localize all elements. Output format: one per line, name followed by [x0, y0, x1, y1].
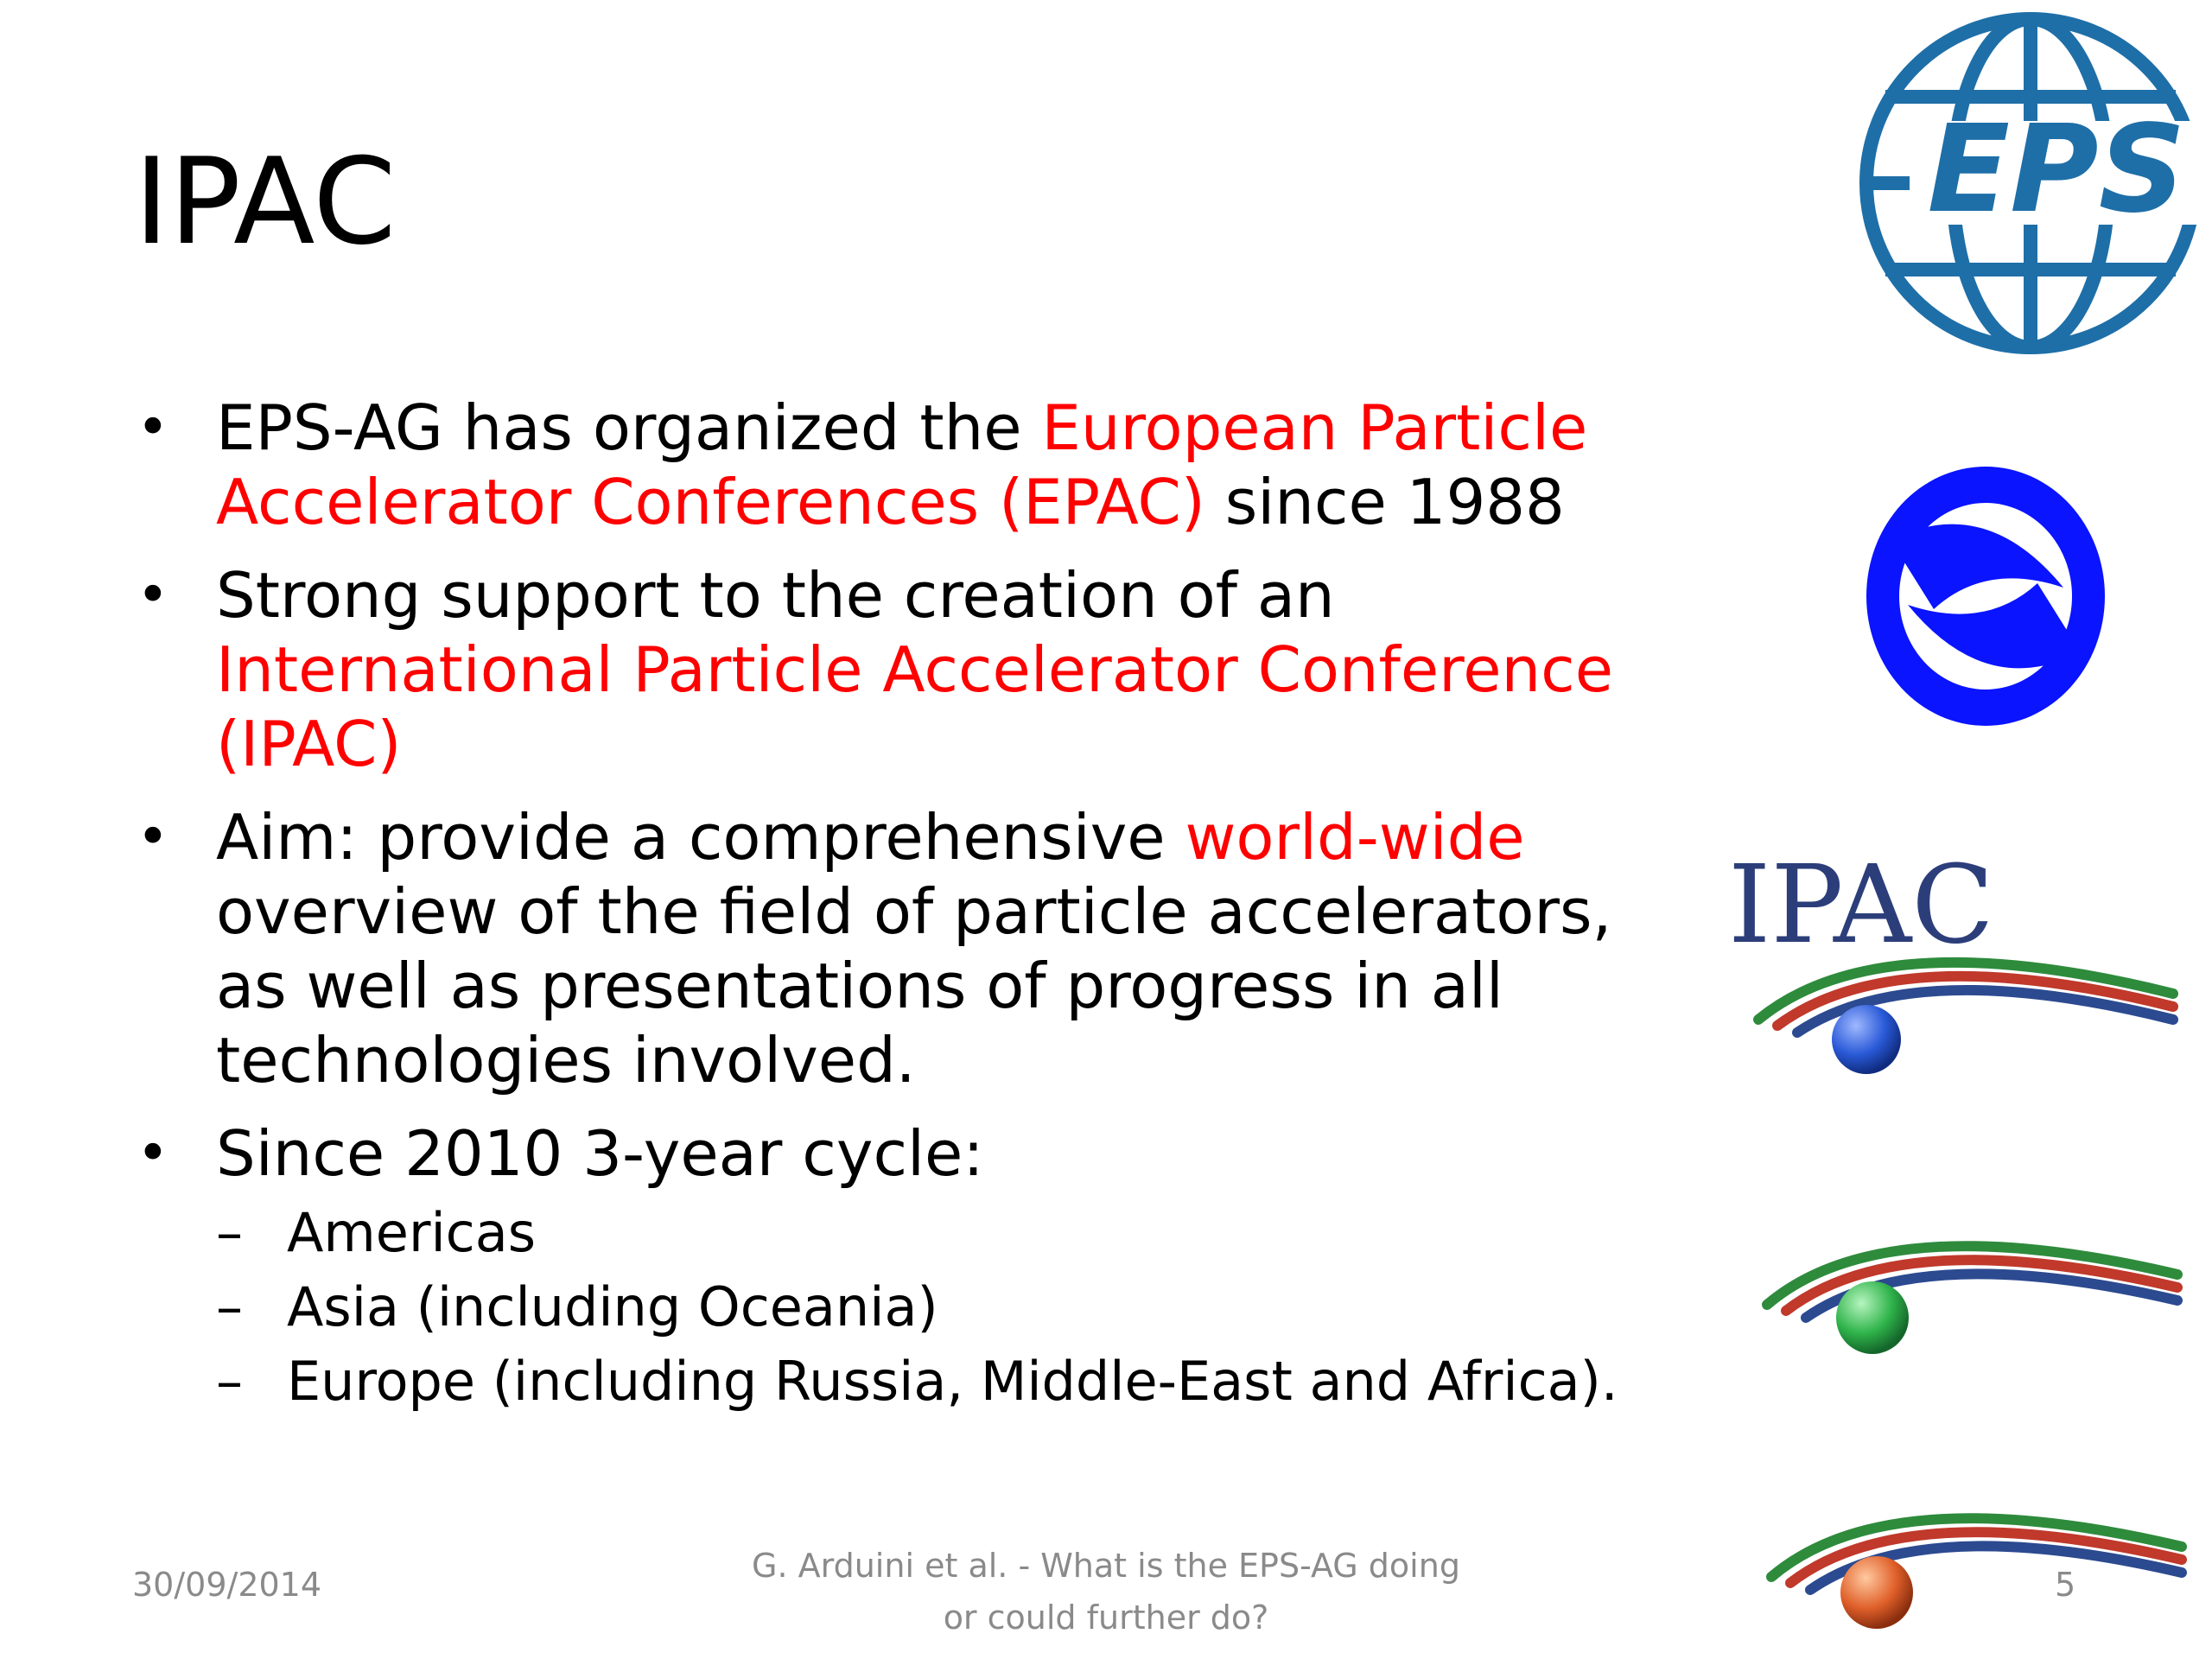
- sub-marker: –: [216, 1350, 243, 1413]
- bullet-highlight: International Particle Accelerator Conference: [216, 633, 1614, 706]
- bullet-text: technologies involved.: [216, 1024, 916, 1096]
- eps-logo-text: EPS: [1927, 99, 2186, 240]
- sub-list: [216, 1196, 1668, 1419]
- arcs-orange-logo: [1758, 1482, 2199, 1637]
- footer-credit: [743, 1540, 1469, 1643]
- sub-marker: –: [216, 1275, 243, 1338]
- arcs-green-logo: [1754, 1210, 2195, 1365]
- ring-logo: [1856, 458, 2115, 734]
- bullet-aim: [130, 800, 1668, 1097]
- blue-ball-icon: [1832, 1005, 1901, 1074]
- bullet-highlight: world-wide: [1185, 801, 1525, 874]
- footer-credit-line: or could further do?: [943, 1599, 1269, 1637]
- slide-title: IPAC: [134, 132, 397, 271]
- bullet-cycle: [130, 1116, 1668, 1419]
- bullet-text: Aim: provide a comprehensive: [216, 801, 1185, 874]
- ipac-logo-text: IPAC: [1728, 842, 1994, 968]
- bullet-highlight: (IPAC): [216, 708, 402, 780]
- bullet-text: overview of the field of particle accelerators,: [216, 875, 1612, 948]
- bullet-marker: •: [137, 1122, 169, 1185]
- ipac-logo: [1724, 842, 2190, 1084]
- bullet-ipac-support: [130, 558, 1668, 781]
- bullet-list: [130, 391, 1668, 1438]
- eps-logo: [1849, 10, 2212, 356]
- bullet-marker: •: [137, 396, 169, 460]
- sub-item-americas: [216, 1196, 1668, 1270]
- sub-item-text: Americas: [287, 1201, 537, 1264]
- bullet-text: EPS-AG has organized the: [216, 391, 1042, 464]
- green-ball-icon: [1836, 1281, 1909, 1354]
- bullet-highlight: Accelerator Conferences (EPAC): [216, 466, 1205, 538]
- bullet-text: as well as presentations of progress in all: [216, 950, 1503, 1022]
- bullet-marker: •: [137, 805, 169, 869]
- bullet-highlight: European Particle: [1041, 391, 1588, 464]
- bullet-text: Strong support to the creation of an: [216, 559, 1335, 632]
- page-number: 5: [2055, 1566, 2076, 1604]
- sub-item-asia: [216, 1270, 1668, 1344]
- bullet-marker: •: [137, 563, 169, 627]
- sub-item-text: Asia (including Oceania): [287, 1275, 938, 1338]
- orange-ball-icon: [1840, 1556, 1913, 1629]
- footer-credit-line: G. Arduini et al. - What is the EPS-AG doing: [752, 1547, 1460, 1585]
- bullet-text: since 1988: [1205, 466, 1565, 538]
- bullet-text: Since 2010 3-year cycle:: [216, 1117, 984, 1190]
- sub-item-text: Europe (including Russia, Middle-East and Africa).: [287, 1350, 1618, 1413]
- footer-date: 30/09/2014: [132, 1566, 322, 1604]
- bullet-epac: [130, 391, 1668, 539]
- sub-item-europe: [216, 1344, 1668, 1419]
- sub-marker: –: [216, 1201, 243, 1264]
